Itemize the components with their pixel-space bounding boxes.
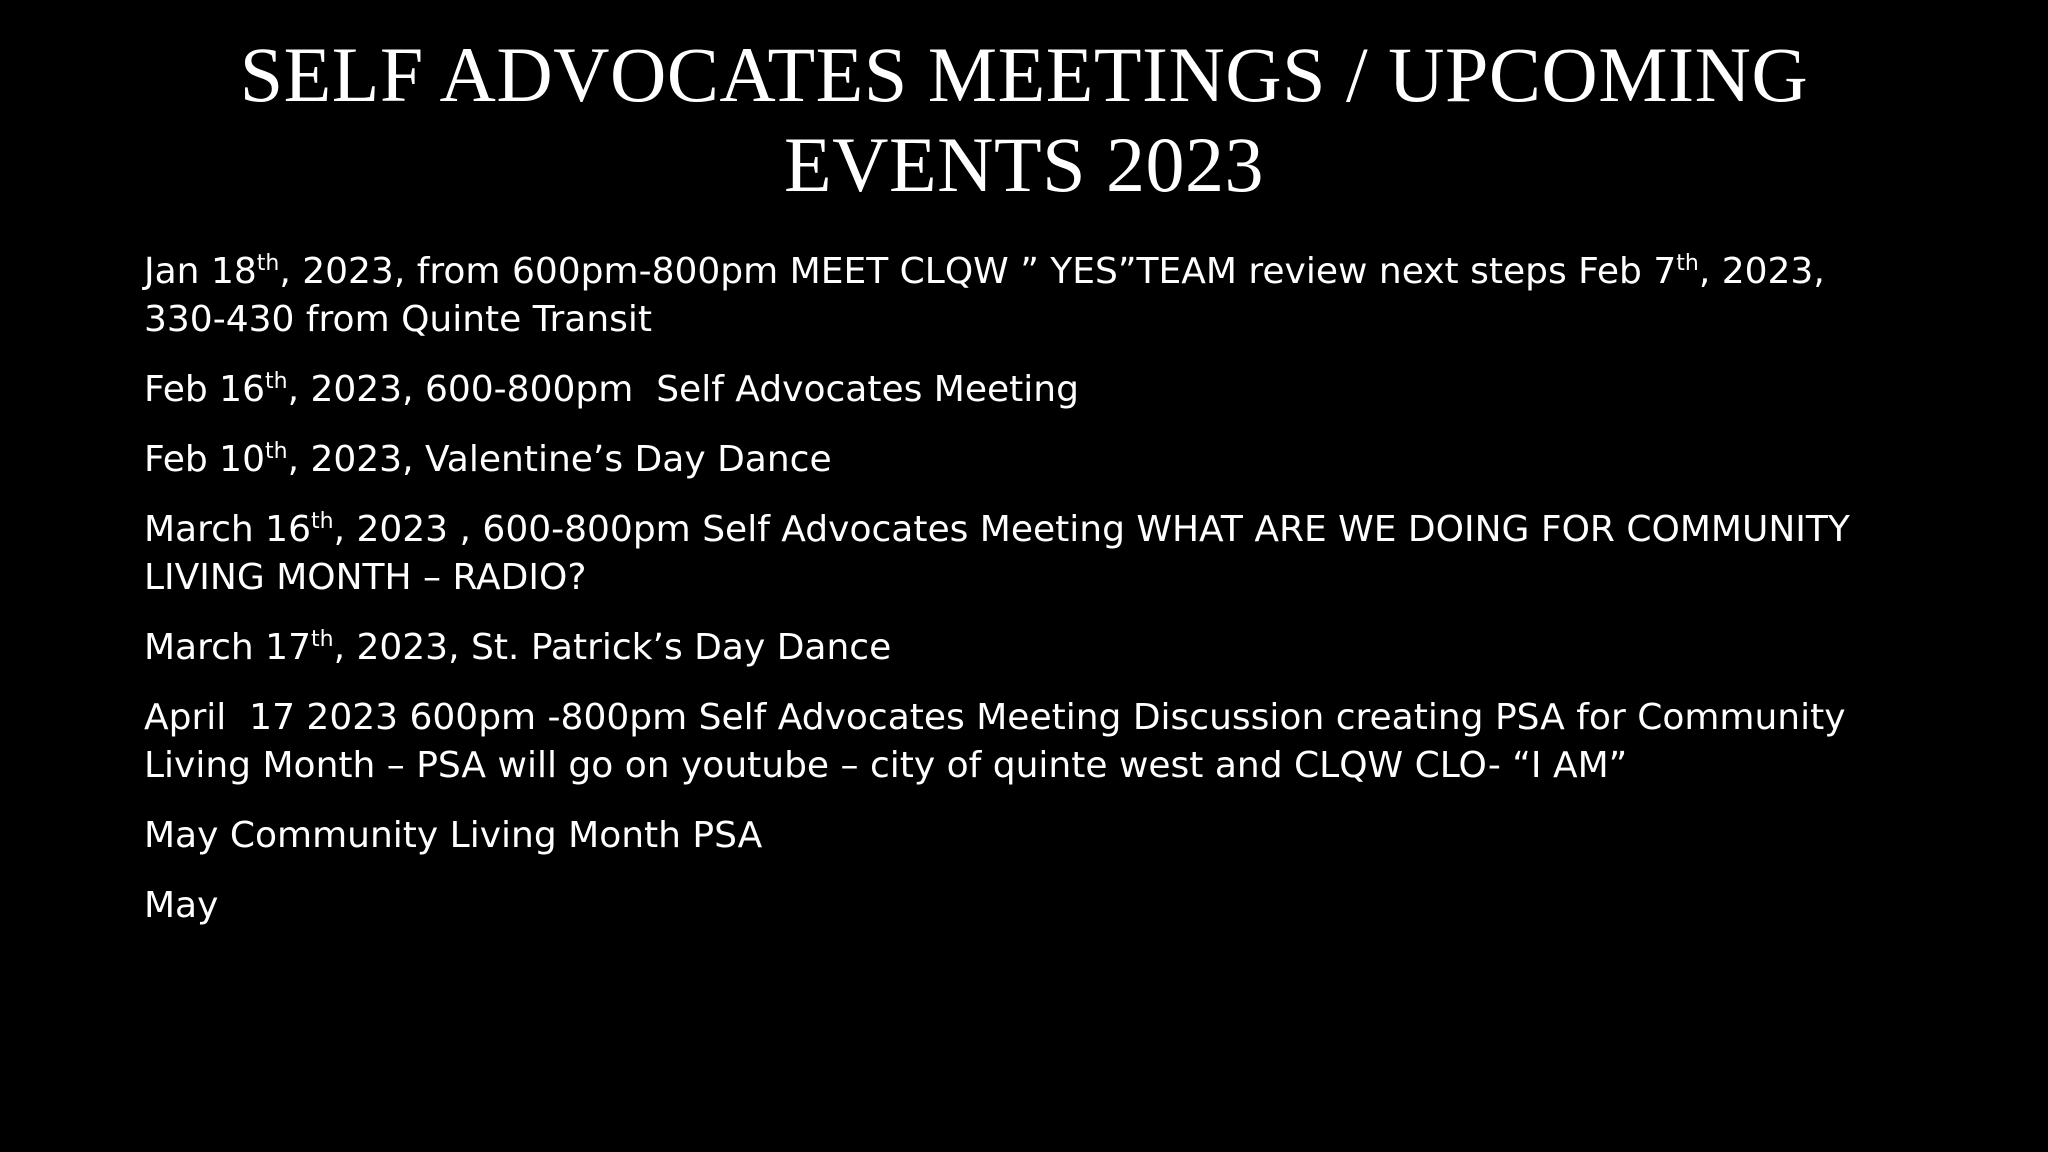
event-item — [144, 366, 1904, 414]
slide-title-line-1: SELF ADVOCATES MEETINGS / UPCOMING — [239, 31, 1809, 118]
ordinal-suffix: th — [311, 627, 334, 652]
event-text: Feb 16 — [144, 369, 265, 410]
ordinal-suffix: th — [256, 251, 280, 276]
event-text: May — [144, 885, 219, 926]
event-text: , 2023, St. Patrick’s Day Dance — [333, 627, 892, 668]
ordinal-suffix: th — [265, 439, 288, 464]
event-text: , 2023, 330-430 from Quinte Transit — [144, 251, 1837, 340]
event-item — [144, 506, 1904, 602]
event-text: , 2023, from 600pm-800pm MEET CLQW ” YES”TEAM review next steps Feb 7 — [279, 251, 1677, 292]
slide-title-line-2: EVENTS 2023 — [784, 121, 1264, 208]
event-item — [144, 624, 1904, 672]
slide-title — [144, 30, 1904, 210]
event-text: March 16 — [144, 509, 311, 550]
event-item — [144, 812, 1904, 860]
event-text: Feb 10 — [144, 439, 265, 480]
event-text: Jan 18 — [144, 251, 257, 292]
event-text: May Community Living Month PSA — [144, 815, 763, 856]
event-text: March 17 — [144, 627, 311, 668]
event-item — [144, 248, 1904, 344]
event-item — [144, 694, 1904, 790]
event-list — [144, 248, 1904, 952]
event-item — [144, 436, 1904, 484]
ordinal-suffix: th — [311, 509, 334, 534]
event-text: April 17 2023 600pm -800pm Self Advocates Meeting Discussion creating PSA for Community Living Month – PSA will go on youtube – city of quinte west and CLQW CLO- “I AM” — [144, 697, 1857, 786]
event-item — [144, 882, 1904, 930]
event-text: , 2023 , 600-800pm Self Advocates Meeting WHAT ARE WE DOING FOR COMMUNITY LIVING MONTH – RADIO? — [144, 509, 1862, 598]
event-text: , 2023, 600-800pm Self Advocates Meeting — [287, 369, 1079, 410]
ordinal-suffix: th — [1676, 251, 1699, 276]
ordinal-suffix: th — [265, 369, 288, 394]
event-text: , 2023, Valentine’s Day Dance — [287, 439, 832, 480]
